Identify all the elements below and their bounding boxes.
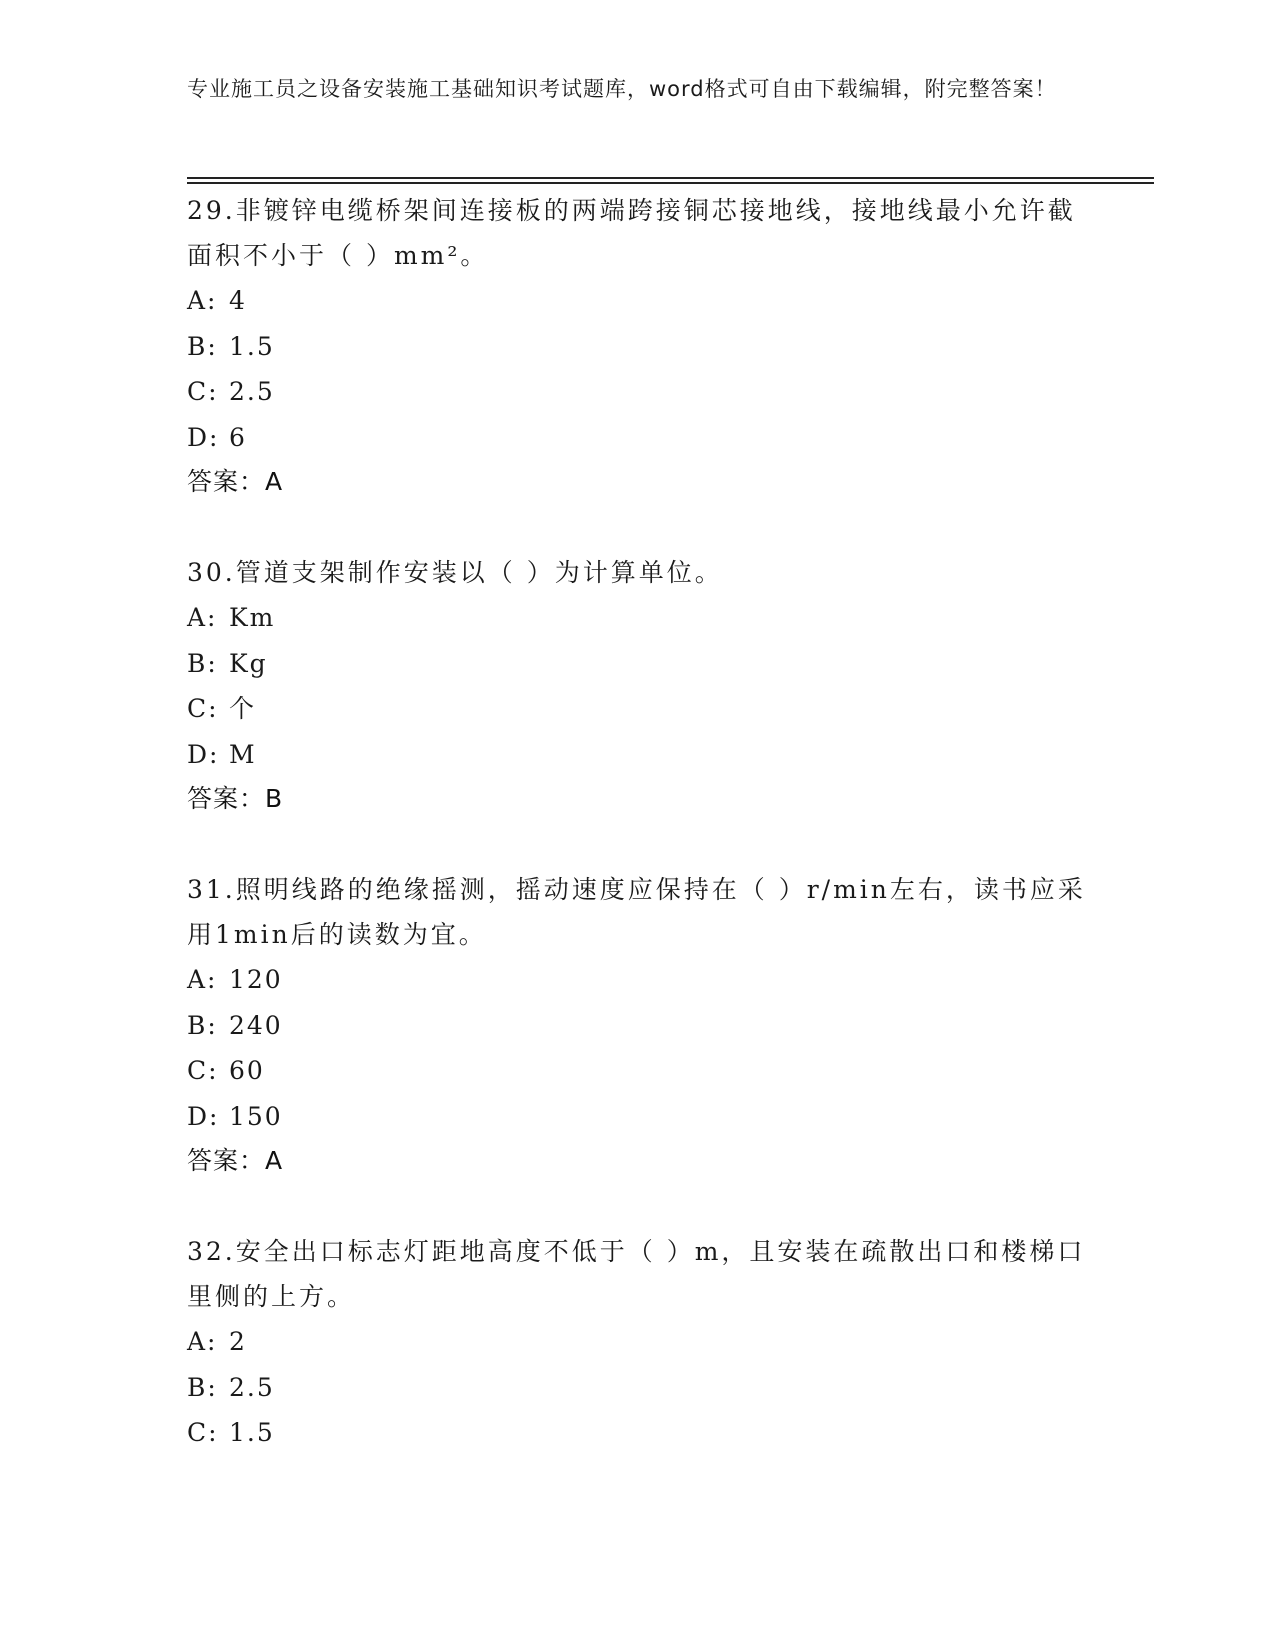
option-b <box>187 1365 1087 1411</box>
option-text: 4 <box>229 286 247 315</box>
option-text: 240 <box>229 1010 283 1040</box>
answer-line: 答案：A <box>187 1146 284 1175</box>
option-label: D: <box>187 739 220 769</box>
option-d <box>187 732 1087 778</box>
option-label: C: <box>187 377 219 406</box>
option-label: D: <box>187 422 220 452</box>
option-c <box>187 369 1087 415</box>
option-label: C: <box>187 1418 219 1447</box>
document-header: 专业施工员之设备安装施工基础知识考试题库，word格式可自由下载编辑，附完整答案！ <box>187 77 1057 101</box>
option-text: 2 <box>229 1327 247 1356</box>
option-text: 个 <box>229 694 257 723</box>
option-text: 120 <box>229 965 283 994</box>
option-label: D: <box>187 1101 220 1131</box>
option-c <box>187 1410 1087 1456</box>
question-32 <box>187 1229 1087 1456</box>
option-label: B: <box>187 1372 218 1402</box>
option-text: 2.5 <box>229 1372 275 1402</box>
option-text: 6 <box>229 422 247 452</box>
option-c <box>187 1048 1087 1094</box>
question-31 <box>187 867 1087 1183</box>
option-label: B: <box>187 1010 218 1040</box>
option-d <box>187 1094 1087 1140</box>
option-text: 1.5 <box>229 331 275 361</box>
answer-line: 答案：A <box>187 467 284 496</box>
option-b <box>187 1003 1087 1049</box>
option-label: A: <box>187 286 218 315</box>
question-stem: 31.照明线路的绝缘摇测，摇动速度应保持在（ ）r/min左右，读书应采用1min后的读数为宜。 <box>187 875 1086 949</box>
option-label: A: <box>187 603 218 632</box>
header-divider-top <box>187 177 1154 179</box>
answer-line: 答案：B <box>187 784 284 813</box>
option-a <box>187 957 1087 1003</box>
option-label: A: <box>187 1327 218 1356</box>
option-text: 150 <box>229 1101 283 1131</box>
question-stem: 30.管道支架制作安装以（ ）为计算单位。 <box>187 558 723 587</box>
option-b <box>187 324 1087 370</box>
option-text: Kg <box>229 648 268 678</box>
option-text: 1.5 <box>229 1418 275 1447</box>
option-d <box>187 415 1087 461</box>
header-divider-bottom <box>187 182 1154 184</box>
option-text: Km <box>229 603 276 632</box>
option-a <box>187 1319 1087 1365</box>
question-stem: 32.安全出口标志灯距地高度不低于（ ）m，且安装在疏散出口和楼梯口里侧的上方。 <box>187 1237 1086 1311</box>
option-label: C: <box>187 1056 219 1085</box>
option-label: A: <box>187 965 218 994</box>
option-label: C: <box>187 694 219 723</box>
option-label: B: <box>187 648 218 678</box>
option-text: M <box>229 739 257 769</box>
option-c <box>187 686 1087 732</box>
option-a <box>187 595 1087 641</box>
question-stem: 29.非镀锌电缆桥架间连接板的两端跨接铜芯接地线，接地线最小允许截面积不小于（ ）mm²。 <box>187 196 1076 270</box>
question-30 <box>187 550 1087 821</box>
option-text: 2.5 <box>229 377 275 406</box>
option-text: 60 <box>229 1056 265 1085</box>
question-29 <box>187 188 1087 504</box>
option-b <box>187 641 1087 687</box>
option-label: B: <box>187 331 218 361</box>
option-a <box>187 278 1087 324</box>
